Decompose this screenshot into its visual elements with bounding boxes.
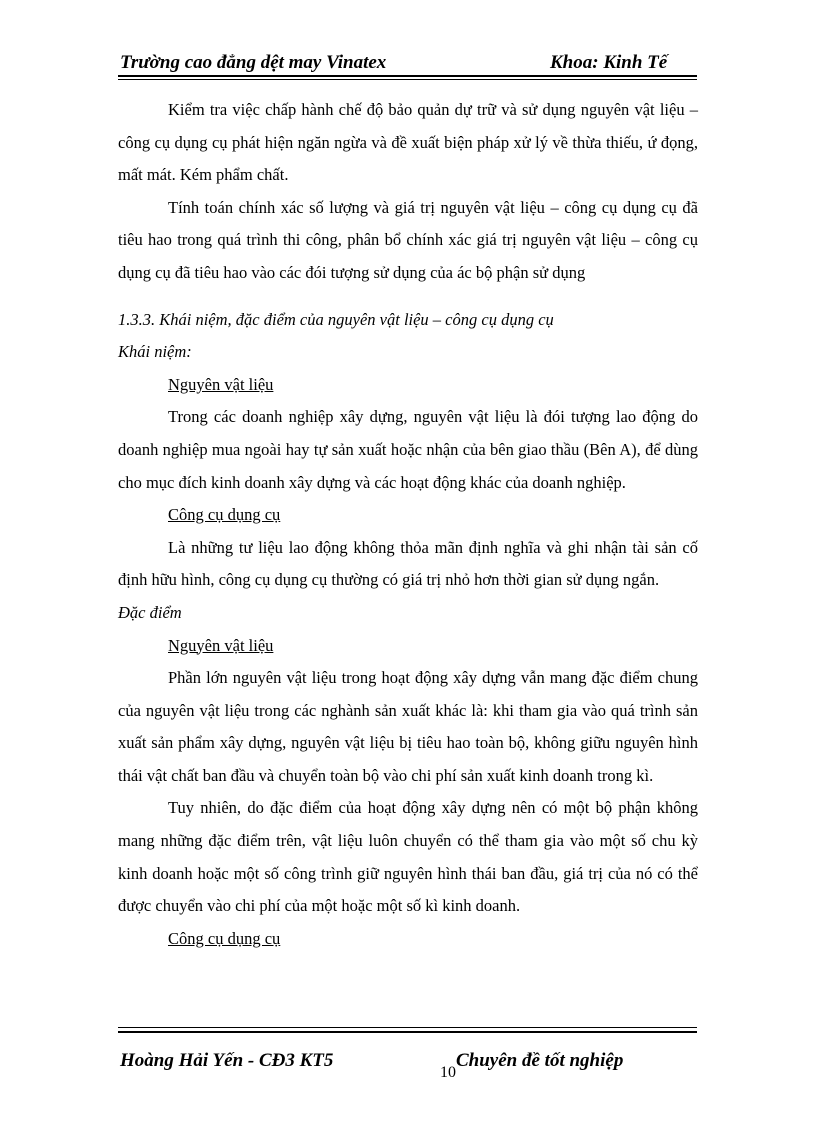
header-faculty: Khoa: Kinh Tế xyxy=(550,52,668,73)
footer-rule-thin xyxy=(118,1027,697,1028)
feature-subheading-tools-text: Công cụ dụng cụ xyxy=(168,928,281,948)
header-rule-thin xyxy=(118,79,697,80)
feature-materials-paragraph-1: Phần lớn nguyên vật liệu trong hoạt động xây dựng vẫn mang đặc điểm chung của nguyên vật liệu trong các nghành sản xuất khác là: khi tham gia vào quá trình sản xuất sản phẩm xây dựng, nguyên vật liệu bị tiêu hao toàn bộ, không giữu nguyên hình thái vật chất ban đầu và chuyển toàn bộ vào chi phí sản xuất kinh doanh trong kì. xyxy=(118,668,698,785)
paragraph-2: Tính toán chính xác số lượng và giá trị nguyên vật liệu – công cụ dụng cụ đã tiêu hao trong quá trình thi công, phân bổ chính xác giá trị nguyên vật liệu – công cụ dụng cụ đã tiêu hao vào các đói tượng sử dụng của ác bộ phận sử dụng xyxy=(118,197,698,282)
header-school-name: Trường cao đẳng dệt may Vinatex xyxy=(120,52,387,73)
feature-materials-paragraph-2: Tuy nhiên, do đặc điểm của hoạt động xây dựng nên có một bộ phận không mang những đặc điểm trên, vật liệu luôn chuyển có thể tham gia vào một số chu kỳ kinh doanh hoặc một số công trình giữ nguyên hình thái ban đầu, giá trị của nó có thể được chuyển vào chi phí của một hoặc một số kì kinh doanh. xyxy=(118,798,698,916)
concept-subheading-tools xyxy=(118,499,698,532)
concept-tools-paragraph: Là những tư liệu lao động không thỏa mãn định nghĩa và ghi nhận tài sản cố định hữu hình, công cụ dụng cụ thường có giá trị nhỏ hơn thời gian sử dụng ngắn. xyxy=(118,537,698,590)
concept-subheading-materials-text: Nguyên vật liệu xyxy=(168,374,274,394)
footer-title: Chuyên đề tốt nghiệp xyxy=(456,1050,624,1071)
section-heading: 1.3.3. Khái niệm, đặc điểm của nguyên vật liệu – công cụ dụng cụ xyxy=(118,309,554,329)
footer-rule xyxy=(118,1031,697,1033)
footer-author: Hoàng Hải Yến - CĐ3 KT5 xyxy=(120,1050,334,1071)
concept-materials-paragraph: Trong các doanh nghiệp xây dựng, nguyên vật liệu là đói tượng lao động do doanh nghiệp mua ngoài hay tự sản xuất hoặc nhận của bên giao thầu (Bên A), để dùng cho mục đích kinh doanh xây dựng và các hoạt động khác của doanh nghiệp. xyxy=(118,407,698,492)
paragraph-1: Kiểm tra việc chấp hành chế độ bảo quản dự trữ và sử dụng nguyên vật liệu – công cụ dụng cụ phát hiện ngăn ngừa và đề xuất biện pháp xử lý về thừa thiếu, ứ đọng, mất mát. Kém phẩm chất. xyxy=(118,100,698,185)
page-footer xyxy=(118,1046,698,1086)
header-rule xyxy=(118,75,697,77)
concept-subheading-materials xyxy=(118,369,698,402)
feature-subheading-tools xyxy=(118,923,698,956)
concept-label: Khái niệm: xyxy=(118,342,192,362)
page-header xyxy=(118,50,698,76)
concept-subheading-tools-text: Công cụ dụng cụ xyxy=(168,505,281,525)
body-text xyxy=(118,94,698,955)
feature-subheading-materials-text: Nguyên vật liệu xyxy=(168,635,274,655)
feature-subheading-materials xyxy=(118,630,698,663)
feature-label: Đặc điểm xyxy=(118,602,182,622)
page-number: 10 xyxy=(440,1064,456,1081)
